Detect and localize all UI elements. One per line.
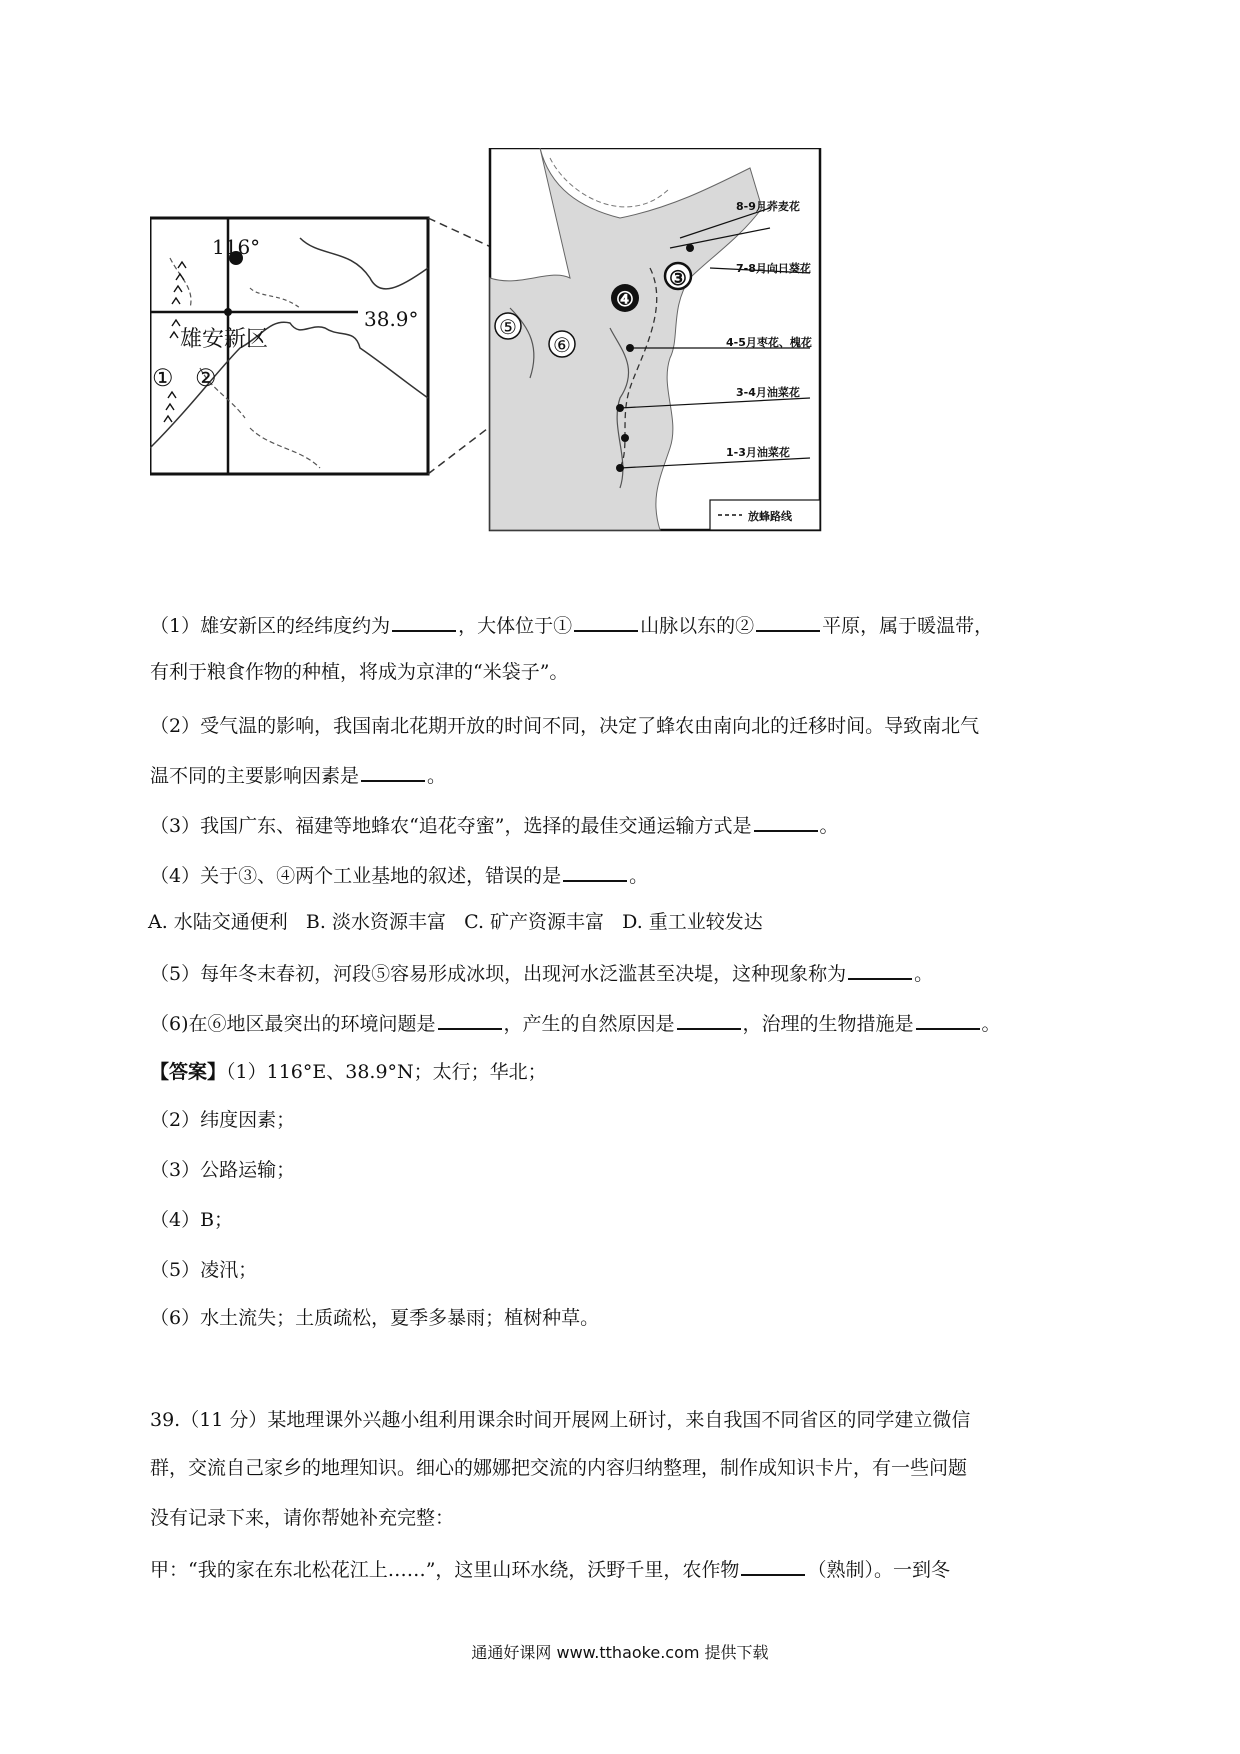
marker-5: ⑤	[499, 315, 517, 339]
answer-blank[interactable]	[677, 1010, 741, 1030]
question-39-line-1: 39.（11 分）某地理课外兴趣小组利用课余时间开展网上研讨，来自我国不同省区的同学建立微信	[150, 1409, 971, 1431]
question-1-line	[150, 612, 1100, 638]
q3-part: 。	[819, 815, 839, 837]
question-6-line	[150, 1010, 1100, 1036]
q6-part: ，产生的自然原因是	[503, 1013, 675, 1035]
answer-line-2: （2）纬度因素；	[150, 1109, 296, 1131]
page-footer: 通通好课网 www.tthaoke.com 提供下载	[471, 1643, 769, 1662]
latitude-label: 38.9°	[364, 307, 419, 331]
q6-part: （6)在⑥地区最突出的环境问题是	[150, 1013, 436, 1035]
q2-part: 温不同的主要影响因素是	[150, 765, 360, 787]
marker-4: ④	[616, 287, 634, 311]
answer-blank[interactable]	[741, 1556, 805, 1576]
answer-blank[interactable]	[392, 612, 456, 632]
marker-3: ③	[669, 266, 687, 290]
question-3-line	[150, 812, 1100, 838]
answer-line-1	[150, 1060, 1100, 1084]
question-1-line-2: 有利于粮食作物的种植，将成为京津的“米袋子”。	[150, 661, 569, 683]
answer-blank[interactable]	[438, 1010, 502, 1030]
answer-key-label: 【答案】	[150, 1061, 227, 1083]
answer-blank[interactable]	[756, 612, 820, 632]
q1-part: ，大体位于①	[458, 615, 573, 637]
q39-part: 甲：“我的家在东北松花江上……”，这里山环水绕，沃野千里，农作物	[150, 1559, 740, 1581]
route-label: 7-8月向日葵花	[736, 262, 811, 275]
answer-blank[interactable]	[563, 862, 627, 882]
q3-part: （3）我国广东、福建等地蜂农“追花夺蜜”，选择的最佳交通运输方式是	[150, 815, 752, 837]
question-4-line	[150, 862, 1100, 888]
question-39-line-3: 没有记录下来，请你帮她补充完整：	[150, 1507, 455, 1529]
answer-line-3: （3）公路运输；	[150, 1159, 296, 1181]
route-label: 8-9月荞麦花	[736, 200, 800, 213]
answer-line-6: （6）水土流失；土质疏松，夏季多暴雨；植树种草。	[150, 1307, 600, 1329]
route-label: 4-5月枣花、槐花	[726, 336, 812, 349]
q1-part: 山脉以东的②	[640, 615, 755, 637]
marker-1: ①	[152, 364, 174, 392]
answer-blank[interactable]	[848, 960, 912, 980]
q5-part: 。	[914, 963, 934, 985]
answer-blank[interactable]	[916, 1010, 980, 1030]
q6-part: 。	[981, 1013, 1001, 1035]
question-39-line-4	[150, 1556, 1100, 1582]
map-figure-svg	[150, 148, 930, 600]
question-2-line: （2）受气温的影响，我国南北花期开放的时间不同，决定了蜂农由南向北的迁移时间。导致南北气	[150, 715, 980, 737]
marker-6: ⑥	[553, 333, 571, 357]
answer-blank[interactable]	[361, 762, 425, 782]
q39-part: （熟制）。一到冬	[807, 1559, 950, 1581]
marker-2: ②	[195, 364, 217, 392]
route-label: 3-4月油菜花	[736, 386, 800, 399]
route-label: 1-3月油菜花	[726, 446, 790, 459]
longitude-label: 116°	[212, 235, 261, 259]
q4-part: （4）关于③、④两个工业基地的叙述，错误的是	[150, 865, 562, 887]
q1-part: 平原，属于暖温带，	[822, 615, 994, 637]
q5-part: （5）每年冬末春初，河段⑤容易形成冰坝，出现河水泛滥甚至决堤，这种现象称为	[150, 963, 847, 985]
question-5-line	[150, 960, 1100, 986]
question-2-line-2	[150, 762, 1100, 788]
q4-part: 。	[629, 865, 649, 887]
answer-text: （1）116°E、38.9°N；太行；华北；	[226, 1061, 547, 1083]
answer-blank[interactable]	[754, 812, 818, 832]
answer-blank[interactable]	[574, 612, 638, 632]
q1-part: （1）雄安新区的经纬度约为	[150, 615, 391, 637]
xiongan-label: 雄安新区	[180, 327, 269, 352]
question-39-line-2: 群，交流自己家乡的地理知识。细心的娜娜把交流的内容归纳整理，制作成知识卡片，有一些问题	[150, 1457, 968, 1479]
q2-part: 。	[427, 765, 447, 787]
map-figure	[150, 148, 930, 600]
answer-line-5: （5）凌汛；	[150, 1259, 258, 1281]
q6-part: ，治理的生物措施是	[742, 1013, 914, 1035]
question-4-options: A. 水陆交通便利 B. 淡水资源丰富 C. 矿产资源丰富 D. 重工业较发达	[148, 911, 763, 933]
legend-label: 放蜂路线	[748, 510, 792, 523]
answer-line-4: （4）B；	[150, 1209, 234, 1231]
